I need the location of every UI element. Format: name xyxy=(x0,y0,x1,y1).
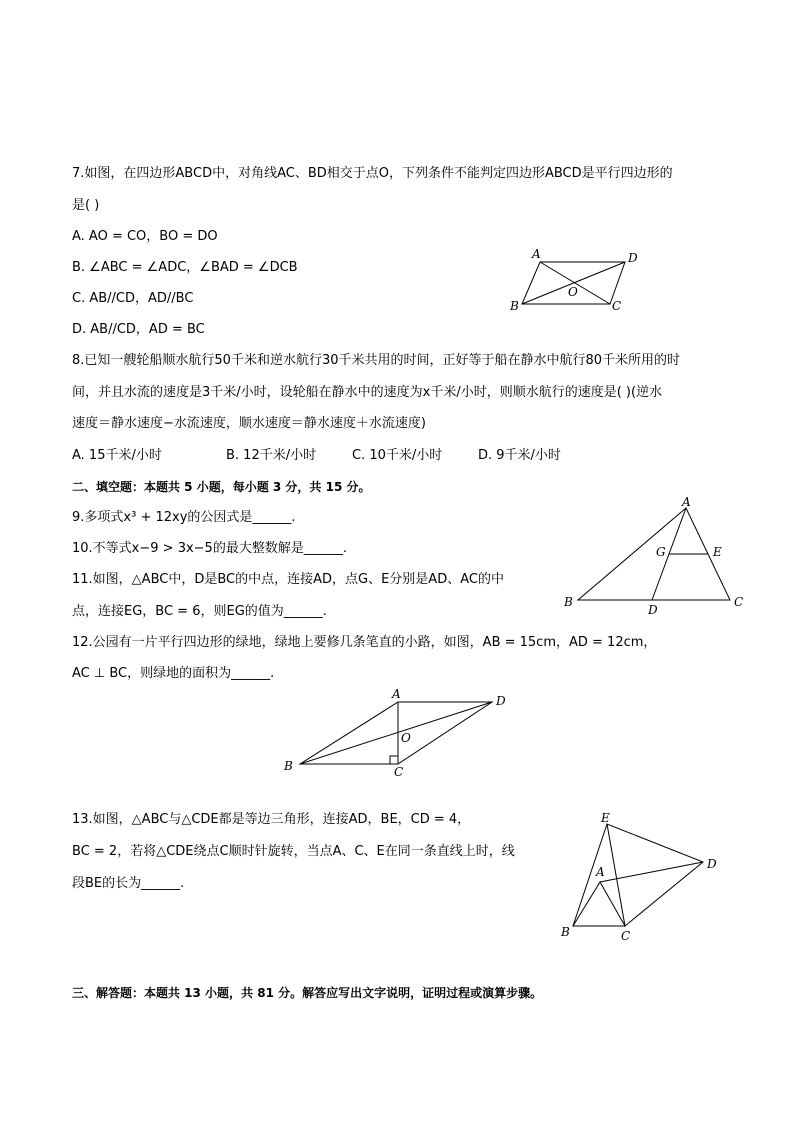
section-3-heading: 三、解答题：本题共 13 小题，共 81 分。解答应写出文字说明，证明过程或演算步骤。 xyxy=(72,986,543,1000)
q8-stem-line-2: 间，并且水流的速度是3千米/小时，设轮船在静水中的速度为x千米/小时，则顺水航行的速度是( )(逆水 xyxy=(72,385,663,400)
q12-label-o: O xyxy=(401,731,411,745)
q7-option-d: D. AB//CD，AD = BC xyxy=(72,322,205,337)
q13-triangle-cde xyxy=(607,824,703,926)
q11-label-d: D xyxy=(648,603,658,616)
q13-line-1: 13.如图，△ABC与△CDE都是等边三角形，连接AD，BE，CD = 4， xyxy=(72,812,471,827)
q12-label-d: D xyxy=(496,694,506,708)
q8-option-c: C. 10千米/小时 xyxy=(352,448,443,463)
q10-text: 10.不等式x−9 > 3x−5的最大整数解是______. xyxy=(72,541,347,556)
q7-label-b: B xyxy=(510,299,519,313)
q13-line-3: 段BE的长为______. xyxy=(72,876,185,891)
q13-label-d: D xyxy=(707,857,717,871)
q7-label-c: C xyxy=(612,299,622,313)
q12-right-angle-mark xyxy=(390,756,398,764)
q13-label-b: B xyxy=(561,925,570,939)
q11-label-a: A xyxy=(682,495,691,509)
q13-line-2: BC = 2，若将△CDE绕点C顺时针旋转，当点A、C、E在同一条直线上时，线 xyxy=(72,844,515,859)
q9-text: 9.多项式x³ + 12xy的公因式是______. xyxy=(72,510,296,525)
q8-option-a: A. 15千米/小时 xyxy=(72,448,162,463)
q8-stem-line-3: 速度＝静水速度−水流速度，顺水速度＝静水速度＋水流速度) xyxy=(72,416,426,431)
q13-label-a: A xyxy=(596,865,605,879)
q7-parallelogram-figure xyxy=(500,244,650,316)
q7-stem-line-1: 7.如图，在四边形ABCD中，对角线AC、BD相交于点O，下列条件不能判定四边形ABCD是平行四边形的 xyxy=(72,166,673,181)
q12-label-b: B xyxy=(284,759,293,773)
q7-label-a: A xyxy=(532,247,541,261)
q7-label-d: D xyxy=(628,251,638,265)
q8-option-b: B. 12千米/小时 xyxy=(226,448,317,463)
q12-line-1: 12.公园有一片平行四边形的绿地，绿地上要修几条笔直的小路，如图，AB = 15cm，AD = 12cm， xyxy=(72,635,657,650)
q13-label-c: C xyxy=(621,929,631,943)
q13-label-e: E xyxy=(601,811,610,825)
q12-label-c: C xyxy=(394,765,404,778)
q11-line-1: 11.如图，△ABC中，D是BC的中点，连接AD，点G、E分别是AD、AC的中 xyxy=(72,572,504,587)
section-2-heading: 二、填空题：本题共 5 小题，每小题 3 分，共 15 分。 xyxy=(72,480,371,494)
q12-parallelogram-figure xyxy=(280,686,516,778)
q7-option-c: C. AB//CD，AD//BC xyxy=(72,291,194,306)
q11-label-b: B xyxy=(564,595,573,609)
q12-line-2: AC ⊥ BC，则绿地的面积为______. xyxy=(72,666,275,681)
q7-label-o: O xyxy=(568,285,578,299)
q8-stem-line-1: 8.已知一艘轮船顺水航行50千米和逆水航行30千米共用的时间，正好等于船在静水中航行80千米所用的时 xyxy=(72,353,681,368)
q11-label-c: C xyxy=(734,595,744,609)
q8-option-d: D. 9千米/小时 xyxy=(478,448,561,463)
q7-stem-line-2: 是( ) xyxy=(72,198,100,213)
q11-triangle-figure xyxy=(560,494,754,616)
q7-option-a: A. AO = CO，BO = DO xyxy=(72,229,218,244)
q11-label-g: G xyxy=(656,545,666,559)
q11-line-2: 点，连接EG，BC = 6，则EG的值为______. xyxy=(72,604,327,619)
q12-diagonal-bd xyxy=(300,702,492,764)
q13-triangles-figure xyxy=(555,808,725,944)
q11-label-e: E xyxy=(713,545,722,559)
q12-label-a: A xyxy=(392,687,401,701)
q7-option-b: B. ∠ABC = ∠ADC，∠BAD = ∠DCB xyxy=(72,260,298,275)
